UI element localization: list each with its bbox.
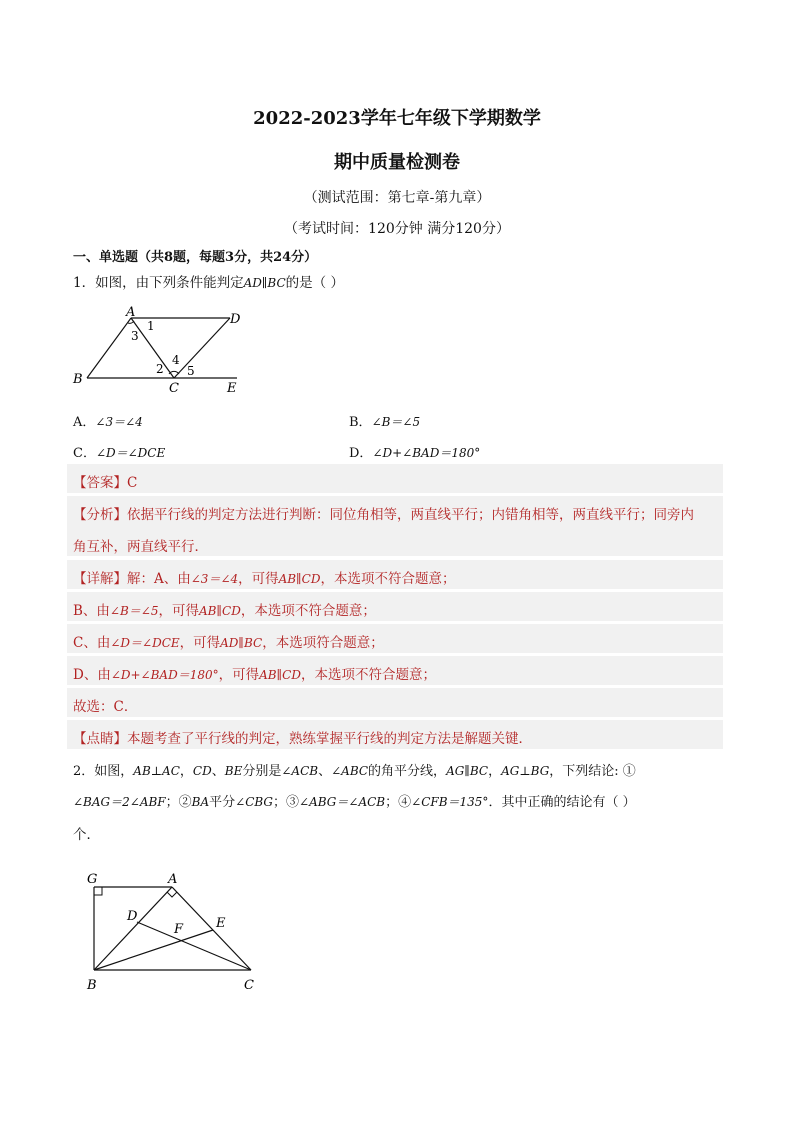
detail-3-m2: AD∥BC xyxy=(220,636,263,650)
q1-stem-text: 1．如图，由下列条件能判定 xyxy=(73,275,244,291)
q1-option-c xyxy=(73,442,165,461)
analysis-text-1: 依据平行线的判定方法进行判断：同位角相等，两直线平行；内错角相等，两直线平行；同旁内 xyxy=(127,507,694,523)
option-a-math: ∠3＝∠4 xyxy=(95,415,143,429)
option-b-math: ∠B＝∠5 xyxy=(371,415,421,429)
q2-l2-b: 平分 xyxy=(209,795,236,810)
q1-angle-2: 2 xyxy=(156,362,164,376)
q2-l2-c: ；③ xyxy=(273,795,300,810)
q2-l1-m7: AG⊥BG xyxy=(501,764,550,778)
option-a-label: A． xyxy=(73,415,96,430)
q2-l2-m3: ∠CBG xyxy=(235,795,274,809)
option-d-label: D． xyxy=(349,446,373,461)
q2-label-a: A xyxy=(168,872,178,887)
q1-angle-4: 4 xyxy=(172,353,180,367)
q2-l1-m3: BE xyxy=(224,764,243,778)
q2-l1-m2: CD xyxy=(192,764,212,778)
q1-choose xyxy=(73,695,137,715)
q2-l1-a: 2．如图， xyxy=(73,764,134,779)
detail-2-m: ∠B＝∠5 xyxy=(109,604,159,618)
q2-l2-m4: ∠ABG＝∠ACB xyxy=(299,795,386,809)
q2-label-c: C xyxy=(244,978,254,993)
q1-label-a: A xyxy=(126,305,136,320)
line-ac xyxy=(172,887,251,970)
q1-analysis-line2 xyxy=(73,535,208,555)
choose-text: 故选：C． xyxy=(73,699,138,715)
detail-4-c: ，本选项不符合题意； xyxy=(300,667,436,683)
q2-l2-a: ；② xyxy=(165,795,192,810)
q1-angle-3: 3 xyxy=(131,329,139,343)
line-ab xyxy=(94,887,172,970)
analysis-text-2: 角互补，两直线平行． xyxy=(73,539,208,555)
option-d-math: ∠D+∠BAD＝180° xyxy=(372,446,481,460)
q1-answer xyxy=(73,471,137,491)
detail-3-a: C、由 xyxy=(73,635,111,651)
page-title: 2022-2023学年七年级下学期数学 xyxy=(253,108,541,129)
detail-1-a: 解：A、由 xyxy=(127,571,191,587)
detail-4-m2: AB∥CD xyxy=(259,668,301,682)
q2-l2-m2: BA xyxy=(191,795,210,809)
q2-l1-g: ， xyxy=(488,764,502,779)
q1-label-e: E xyxy=(227,381,237,395)
option-c-math: ∠D＝∠DCE xyxy=(95,446,166,460)
detail-2-a: B、由 xyxy=(73,603,110,619)
comment-text: 本题考查了平行线的判定，熟练掌握平行线的判定方法是解题关键． xyxy=(127,731,532,747)
q2-l2-m5: ∠CFB＝135° xyxy=(411,795,489,809)
choose-bg xyxy=(67,688,723,717)
q2-l2-e: ．其中正确的结论有（ ） xyxy=(488,795,636,810)
detail-1-b: ，可得 xyxy=(238,571,279,587)
q2-l1-h: ，下列结论: ① xyxy=(549,764,636,779)
option-b-label: B． xyxy=(349,415,372,430)
q2-label-g: G xyxy=(87,872,98,887)
line-ab xyxy=(87,318,131,378)
comment-tag: 【点睛】 xyxy=(73,731,127,747)
q2-l1-c: 、 xyxy=(211,764,225,779)
q2-l1-m6: AG∥BC xyxy=(446,764,489,778)
line-be xyxy=(94,930,213,970)
q1-detail-line2 xyxy=(73,599,376,619)
q1-detail-line1 xyxy=(73,567,455,587)
q1-detail-line4 xyxy=(73,663,436,683)
detail-1-c: ，本选项不符合题意； xyxy=(320,571,456,587)
detail-tag: 【详解】 xyxy=(73,571,127,587)
detail-4-a: D、由 xyxy=(73,667,111,683)
q2-figure xyxy=(80,868,270,998)
q1-stem-math: AD∥BC xyxy=(243,276,286,290)
test-scope: （测试范围：第七章-第九章） xyxy=(303,190,491,206)
q1-option-d xyxy=(349,442,480,461)
q1-label-d: D xyxy=(230,312,241,327)
line-cd xyxy=(137,922,251,970)
q1-label-b: B xyxy=(73,372,83,387)
q1-analysis-line1 xyxy=(73,503,694,523)
q2-l1-m4: ∠ACB xyxy=(281,764,319,778)
q1-detail-line3 xyxy=(73,631,384,651)
q2-l1-f: 的角平分线， xyxy=(368,764,447,779)
q2-label-f: F xyxy=(174,922,184,937)
q1-angle-1: 1 xyxy=(147,319,155,333)
detail-3-b: ，可得 xyxy=(179,635,221,651)
answer-tag: 【答案】 xyxy=(73,475,127,491)
detail-2-c: ，本选项不符合题意； xyxy=(240,603,376,619)
question-2-line2 xyxy=(73,791,636,810)
q2-l1-e: 、 xyxy=(318,764,332,779)
q2-label-e: E xyxy=(216,916,226,931)
test-time: （考试时间：120分钟 满分120分） xyxy=(284,221,510,237)
q2-label-d: D xyxy=(127,909,138,924)
right-angle-g xyxy=(94,887,102,895)
answer-value: C xyxy=(127,475,138,491)
detail-4-m: ∠D+∠BAD＝180° xyxy=(110,668,219,682)
q2-l1-m1: AB⊥AC xyxy=(133,764,180,778)
q1-comment xyxy=(73,727,532,747)
question-2-line3 xyxy=(73,823,100,843)
page-subtitle: 期中质量检测卷 xyxy=(334,152,460,173)
right-angle-a xyxy=(167,892,177,897)
line-dc xyxy=(174,318,230,378)
q1-stem-tail: 的是（ ） xyxy=(285,275,344,291)
question-2-line1 xyxy=(73,760,636,779)
q2-l1-m5: ∠ABC xyxy=(331,764,369,778)
question-1-stem xyxy=(73,271,344,291)
detail-2-m2: AB∥CD xyxy=(199,604,241,618)
q2-l1-d: 分别是 xyxy=(242,764,282,779)
answer-bg xyxy=(67,464,723,493)
q1-figure xyxy=(70,303,250,395)
q2-l2-m1: ∠BAG＝2∠ABF xyxy=(73,795,166,809)
q2-l1-b: ， xyxy=(179,764,193,779)
q2-label-b: B xyxy=(87,978,97,993)
q1-option-a xyxy=(73,411,143,430)
q2-l2-d: ；④ xyxy=(385,795,412,810)
option-c-label: C． xyxy=(73,446,96,461)
q1-angle-5: 5 xyxy=(187,364,195,378)
analysis-tag: 【分析】 xyxy=(73,507,127,523)
detail-4-b: ，可得 xyxy=(218,667,260,683)
q1-option-b xyxy=(349,411,420,430)
detail-1-m: ∠3＝∠4 xyxy=(190,572,239,586)
detail-1-m2: AB∥CD xyxy=(278,572,321,586)
q2-l3: 个． xyxy=(73,827,100,843)
section-heading: 一、单选题（共8题，每题3分，共24分） xyxy=(73,250,318,265)
detail-3-m: ∠D＝∠DCE xyxy=(110,636,180,650)
detail-2-b: ，可得 xyxy=(158,603,199,619)
detail-3-c: ，本选项符合题意； xyxy=(262,635,384,651)
q1-label-c: C xyxy=(169,381,179,395)
